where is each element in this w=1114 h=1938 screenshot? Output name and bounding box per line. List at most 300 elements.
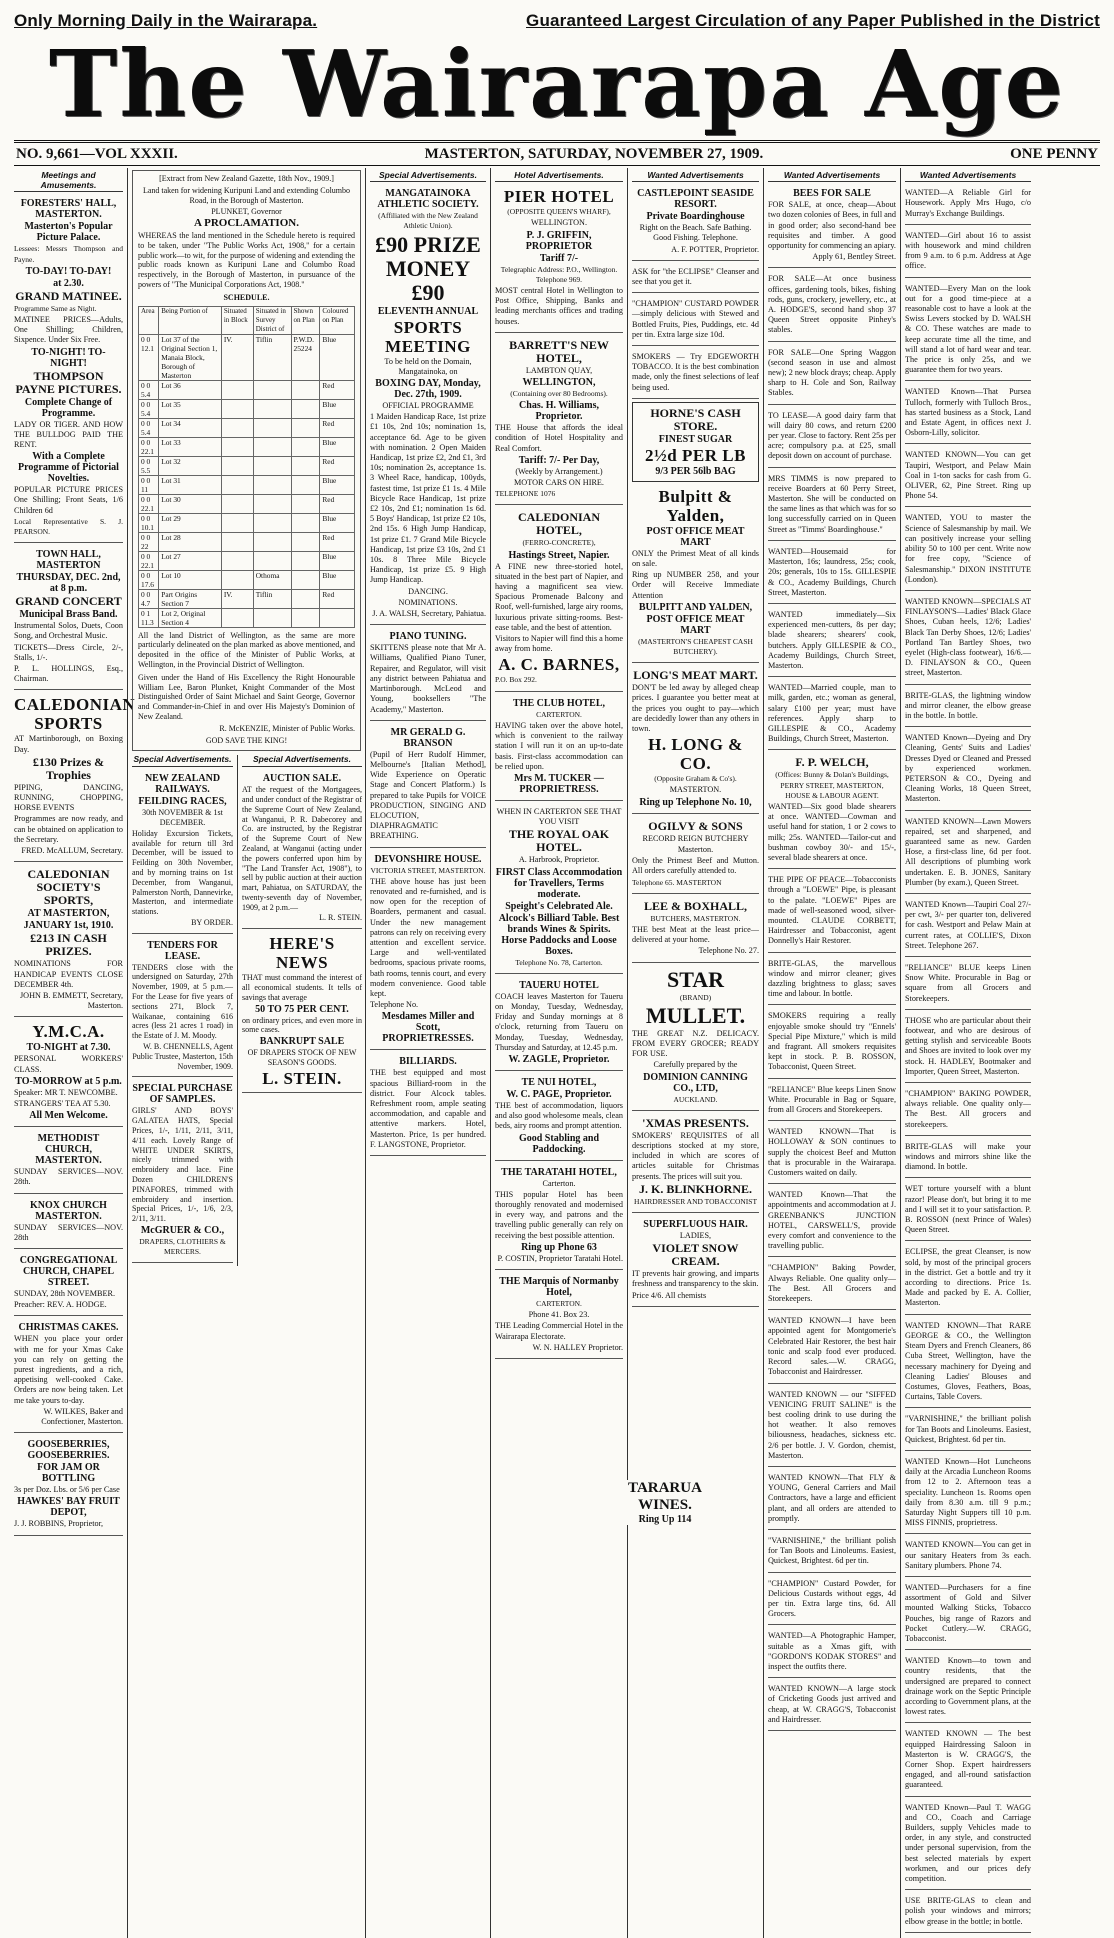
ad-tonight: TO-NIGHT! TO-NIGHT!	[31, 346, 106, 369]
ad-sub: BUTCHERS, MASTERTON.	[650, 913, 741, 923]
ad-title: STAR	[666, 966, 725, 992]
schedule-cell	[320, 608, 355, 627]
ad-reliance-blue-2	[905, 960, 1031, 1010]
issue-number: NO. 9,661—VOL XXXII.	[16, 145, 178, 162]
ad-prize: £90 PRIZE MONEY £90	[375, 231, 481, 305]
ad-ring: Ring up NUMBER 258, and your Order will Receive Immediate Attention	[632, 570, 759, 600]
ad-lawn-mowers	[905, 814, 1031, 894]
ad-sub: (FERRO-CONCRETE),	[522, 538, 596, 548]
ad-date: THURSDAY, DEC. 2nd, at 8 p.m.	[16, 572, 121, 595]
schedule-cell: Lot 36	[159, 380, 222, 399]
ad-motor: MOTOR CARS ON HIRE.	[514, 478, 604, 488]
ad-name: McGRUER & CO.,	[140, 1225, 225, 1237]
ad-girl-16	[905, 228, 1031, 278]
ad-septic	[905, 1653, 1031, 1723]
ad-body: WANTED KNOWN—You can get Taupiri, Westport, and Pelaw Main Coal in 1-ton sacks for cash from G. OLIVER, 62, Pine Street. Ring up Phone 54.	[905, 450, 1031, 501]
column-wanted-1	[628, 168, 764, 1938]
ad-body: (Pupil of Herr Rudolf Himmer, Melbourne's [Italian Method], Wide Experience on Operatic Stage and Concert Platform.) Is prepared to take Pupils for VOICE PRODUCTION, SINGING AND ELOCUTION, DIAPHRAGMATIC BREATHING.	[370, 749, 486, 841]
ad-sign: A. F. POTTER, Proprietor.	[671, 244, 759, 254]
ad-name: HAWKES' BAY FRUIT DEPOT,	[17, 1496, 120, 1519]
ad-castlepoint	[632, 185, 759, 261]
schedule-header: Area	[139, 306, 159, 334]
schedule-cell	[291, 551, 320, 570]
ad-ring: Ring up Phone 63	[521, 1241, 597, 1253]
ad-dyeing	[905, 730, 1031, 810]
schedule-cell: Lot 29	[159, 513, 222, 532]
schedule-cell: Blue	[320, 399, 355, 418]
ad-title: TENDERS FOR LEASE.	[147, 939, 218, 962]
ad-visitors: Visitors to Napier will find this a home away from home.	[495, 634, 623, 654]
ad-title: MANGATAINOKA ATHLETIC SOCIETY.	[377, 188, 479, 211]
ad-pipe-of-peace	[768, 872, 896, 952]
ad-hotel: THE ROYAL OAK HOTEL.	[508, 827, 610, 855]
ad-eclipse-2	[905, 1244, 1031, 1314]
schedule-cell	[253, 437, 291, 456]
schedule-row	[139, 608, 355, 627]
column-head: Wanted Advertisements	[632, 170, 759, 182]
ad-edgeworth	[632, 349, 759, 399]
ad-title: THE Marquis of Normanby Hotel,	[499, 1275, 619, 1298]
ad-sign: J. A. WALSH, Secretary, Pahiatua.	[372, 609, 486, 619]
schedule-cell	[253, 513, 291, 532]
schedule-cell: 0 0 17.6	[139, 570, 159, 589]
column-special-right	[238, 755, 366, 1265]
ad-body: COACH leaves Masterton for Taueru on Monday, Tuesday, Wednesday, Friday and Sunday mornings at 8 o'clock, returning from Taueru on Monday, Tuesday, Wednesday, Thursday and Saturday, at 12.45 p.m.	[495, 991, 623, 1052]
schedule-row	[139, 532, 355, 551]
ad-prog: OFFICIAL PROGRAMME	[382, 401, 474, 411]
ad-body: "CHAMPION" Baking Powder, Always Reliable. One quality only—The Best. All Grocers and Storekeepers.	[768, 1263, 896, 1304]
ad-ring: Ring Up 114	[638, 1514, 692, 1525]
schedule-cell: Lot 35	[159, 399, 222, 418]
ad-title: CHRISTMAS CAKES.	[18, 1322, 119, 1334]
ad-body: THOSE who are particular about their footwear, and who are desirous of getting stylish and serviceable Boots and Shoes are invited to look over my stock. H. HADLEY, Bootmaker and Importer, Queen Street, Masterton.	[905, 1015, 1031, 1076]
ad-complete: With a Complete Programme of Pictorial Novelties.	[18, 451, 119, 485]
schedule-cell	[291, 437, 320, 456]
ad-body: WANTED—Girl about 16 to assist with housework and mind children from 9 a.m. to 6 p.m. Address at Age office.	[905, 230, 1031, 271]
ad-body: ECLIPSE, the great Cleanser, is now sold, by most of the principal grocers in the district. Get a bottle and try it according to directions. Price 1s. Made and packed by E. A. Collier, Masterton.	[905, 1247, 1031, 1308]
ad-held: To be held on the Domain, Mangatainoka, on	[384, 356, 472, 376]
ad-title: THE CLUB HOTEL,	[513, 697, 605, 709]
ad-brand: (BRAND)	[679, 992, 712, 1002]
top-banner-strip	[14, 10, 1100, 32]
ad-foresters-hall	[14, 195, 123, 543]
ad-body: WANTED—Purchasers for a fine assortment of Gold and Silver mounted Walking Sticks, Tobacco Pouches, big range of Razors and Pocket Cutlery.—W. CRAGG, Tobacconist.	[905, 1582, 1031, 1643]
schedule-cell	[253, 475, 291, 494]
ad-body: WANTED KNOWN — our "SIFFED VENICING FRUIT SALINE" is the best cooling drink to use during the hot weather. It also removes biliousness, headaches, sickness etc. 2/6 per bottle. J. V. Gordon, chemist, Masterton.	[768, 1389, 896, 1460]
ad-street: LAMBTON QUAY,	[525, 365, 593, 375]
ad-sec: FRED. McALLUM, Secretary.	[21, 846, 123, 856]
ad-city: CARTERTON.	[536, 1298, 582, 1308]
ad-title: CASTLEPOINT SEASIDE RESORT.	[637, 188, 754, 211]
ad-body: WANTED KNOWN—SPECIALS AT FINLAYSON'S—Ladies' Black Glace Shoes, Cuban heels, 12/6; Ladies' Black Tan Derby Shoes, 12/6; Ladies' Portland Tan Bartley Shoes, two eyelet (High-class footwear), 16/6.—D. FINLAYSON & CO., Queen street, Masterton.	[905, 596, 1031, 678]
ad-title: DEVONSHIRE HOUSE.	[374, 853, 482, 865]
ad-tel: Telegraphic Address: P.O., Wellington. Telephone 969.	[500, 264, 618, 284]
schedule-cell: 0 0 10.1	[139, 513, 159, 532]
ad-time: at 2.30.	[53, 277, 84, 289]
ad-piano-tuning	[370, 628, 486, 720]
ad-sign: L. STEIN.	[262, 1068, 342, 1088]
left-banner: Only Morning Daily in the Wairarapa.	[14, 11, 318, 30]
ad-date: JANUARY 1st, 1910.	[23, 920, 114, 932]
schedule-cell: 0 0 5.4	[139, 399, 159, 418]
column-meetings	[10, 168, 136, 1938]
schedule-cell	[221, 608, 253, 627]
ad-brite-glas-4	[905, 1893, 1031, 1933]
ad-body: BRITE-GLAS will make your windows and mirrors shine like the diamond. In bottle.	[905, 1141, 1031, 1172]
schedule-cell: Red	[320, 494, 355, 513]
ad-title: KNOX CHURCH MASTERTON.	[30, 1199, 107, 1222]
ad-body: ASK for "the ECLIPSE" Cleanser and see that you get it.	[632, 266, 759, 287]
ad-note: (MASTERTON'S CHEAPEST CASH BUTCHERY).	[638, 636, 753, 657]
schedule-cell	[221, 399, 253, 418]
schedule-cell: 0 0 4.7	[139, 589, 159, 608]
schedule-cell: Lot 33	[159, 437, 222, 456]
ad-body: WANTED—Married couple, man to milk, garden, etc.; woman as general, salary £100 per year; must have references. Apply sharp to GILLESPIE & CO., Academy Buildings, Church Street, Masterton.	[768, 683, 896, 744]
ad-lessees: Lessees: Messrs Thompson and Payne.	[14, 244, 123, 264]
ad-body: WANTED KNOWN—You can get in our sanitary Heaters from 3s each. Sanitary plumbers. Phone 74.	[905, 1540, 1031, 1570]
ad-tel: Telephone No. 78, Carterton.	[515, 957, 603, 967]
schedule-row	[139, 589, 355, 608]
schedule-cell	[291, 475, 320, 494]
ad-royal-oak	[495, 804, 623, 974]
ad-detail: Instrumental Solos, Duets, Coon Song, and Orchestral Music.	[14, 621, 123, 641]
ad-prop: A. Harbrook, Proprietor.	[518, 855, 600, 865]
ad-title: 'XMAS PRESENTS.	[642, 1115, 749, 1130]
ad-title: LEE & BOXHALL,	[643, 898, 748, 913]
ad-tel: Telephone 65. MASTERTON	[632, 877, 722, 887]
schedule-cell: Lot 28	[159, 532, 222, 551]
ad-swiss-levers	[905, 281, 1031, 382]
schedule-cell: Red	[320, 380, 355, 399]
ad-prop: P. COSTIN, Proprietor Taratahi Hotel.	[497, 1253, 623, 1263]
ad-body: WANTED KNOWN—That FLY & YOUNG, General Carriers and Mail Contractors, have a large and efficient plant, and all orders are attended to promptly.	[768, 1472, 896, 1523]
schedule-cell: Othoma	[253, 570, 291, 589]
ad-body: 1 Maiden Handicap Race, 1st prize £1 10s, 2nd 10s; nomination 1s, acceptance 6d. Age to be given with nomination. 2 Open Maiden Handicap, 1st prize £2, 2nd £1, 3rd 10s; nomination 2s, acceptance 1s. 3 Wheel Race, handicap, 100yds, fastest time, 1st prize £1 1s. 4 Mile Bicycle Race Handicap, 1st prize £2 10s, 2nd £1; nomination 1s 6d. 5 Boys' Handicap, 1st prize £2 10s, 2nd 15s. 6 High Jump Handicap, 1st prize £1. 7 Grand Mile Bicycle Handicap, 1st prize £3 10s, 2nd £1 10s. 8 Three Mile Bicycle Handicap, 1st prize £5. 9 High Jump Handicap.	[370, 412, 486, 585]
ad-body: FOR SALE—At once business offices, gardening tools, bikes, fishing rods, guns, crockery, jewellery, etc., at A. HODGE'S, second hand shop 37 Queen Street opposite Pinhey's stables.	[768, 274, 896, 335]
column-head: Special Advertisements.	[242, 755, 362, 767]
proclamation-god-save: GOD SAVE THE KING!	[205, 735, 288, 745]
ad-sign: L. R. STEIN.	[319, 913, 362, 923]
schedule-cell	[221, 570, 253, 589]
ad-rep: Local Representative S. J. PEARSON.	[14, 516, 123, 537]
ad-date: BOXING DAY, Monday, Dec. 27th, 1909.	[375, 378, 481, 401]
ad-ladies: LADIES,	[679, 1230, 712, 1240]
schedule-cell: 0 0 22	[139, 532, 159, 551]
ad-hadley	[905, 1013, 1031, 1083]
schedule-row	[139, 494, 355, 513]
ad-title: TARARUA WINES.	[628, 1480, 702, 1513]
ad-title: Y.M.C.A.	[32, 1022, 105, 1042]
ad-title: TE NUI HOTEL,	[521, 1076, 597, 1088]
ad-coach-builders	[905, 1800, 1031, 1891]
ad-caledonian-society	[14, 865, 123, 1017]
ad-speaker: Speaker: MR T. NEWCOMBE.	[14, 1087, 118, 1097]
ad-body: "CHAMPION" CUSTARD POWDER—simply delicious with Stewed and Bottled Fruits, Pies, Puddings, etc. 4d per tin. Extra large size 10d.	[632, 299, 759, 339]
ad-caledonian-hotel	[495, 508, 623, 691]
ad-meeting: SPORTS MEETING	[385, 317, 471, 356]
schedule-cell: Tiflin	[253, 589, 291, 608]
schedule-cell: 0 0 22.1	[139, 551, 159, 570]
proclamation-given: Given under the Hand of His Excellency the Right Honourable William Lee, Baron Plunket, Knight Commander of the Most Distinguished Order of Saint Michael and Saint George, Governor and Commander-in-Chief in and over His Majesty's Dominion of New Zealand.	[138, 672, 355, 721]
schedule-row	[139, 570, 355, 589]
ad-change: Complete Change of Programme.	[24, 396, 113, 419]
schedule-cell: 0 0 5.4	[139, 418, 159, 437]
schedule-cell: Part Origins Section 7	[159, 589, 222, 608]
ad-body: Right on the Beach. Safe Bathing. Good Fishing. Telephone.	[639, 223, 752, 243]
ad-sub: (Offices: Bunny & Dolan's Buildings, PERRY STREET, MASTERTON, HOUSE & LABOUR AGENT.	[775, 770, 889, 800]
ad-taratahi	[495, 1164, 623, 1270]
ad-tel: TELEPHONE 1076	[495, 489, 556, 499]
column-special-ads	[366, 168, 491, 1938]
ad-name: H. LONG & CO.	[648, 735, 743, 774]
column-head: Special Advertisements.	[370, 170, 486, 182]
schedule-header: Shown on Plan	[291, 306, 320, 334]
ad-prop: P. J. GRIFFIN, PROPRIETOR	[525, 229, 593, 252]
ad-sub: Private Boardinghouse	[646, 211, 745, 223]
ad-hornes-cash-store	[632, 402, 759, 482]
schedule-cell	[221, 475, 253, 494]
schedule-cell: 0 0 5.4	[139, 380, 159, 399]
ad-prop: W. C. PAGE, Proprietor.	[506, 1088, 612, 1100]
proclamation-title: A PROCLAMATION.	[194, 217, 299, 230]
schedule-cell: IV.	[221, 334, 253, 380]
ad-body: "VARNISHINE," the brilliant polish for Tan Boots and Linoleums. Easiest, Quickest, Brightest. 6d per tin.	[905, 1414, 1031, 1444]
ad-xmas-presents	[632, 1114, 759, 1213]
ad-body: THE GREAT N.Z. DELICACY. FROM EVERY GROCER; READY FOR USE.	[632, 1028, 759, 1059]
ad-to-lease	[768, 408, 896, 468]
ad-dancing: DANCING.	[408, 586, 448, 596]
ad-prop: W. N. HALLEY Proprietor.	[532, 1342, 623, 1352]
ad-body: THE best of accommodation, liquors and also good wholesome meals, clean beds, airy rooms and prompt attention.	[495, 1100, 623, 1131]
ad-heaters	[905, 1537, 1031, 1577]
ad-sign: Mrs M. TUCKER — PROPRIETRESS.	[514, 772, 604, 795]
proclamation-extract: [Extract from New Zealand Gazette, 18th Nov., 1909.]	[159, 174, 334, 183]
schedule-cell	[253, 608, 291, 627]
ad-title: NEW ZEALAND RAILWAYS.	[144, 773, 221, 796]
ad-sub: POST OFFICE MEAT MART	[646, 525, 745, 548]
schedule-cell	[291, 589, 320, 608]
schedule-header: Coloured on Plan	[320, 306, 355, 334]
ad-blunt-razor	[905, 1181, 1031, 1241]
ad-smokers-rosson	[768, 1008, 896, 1078]
ad-tararua-wines	[600, 1480, 730, 1525]
ad-title: BEES FOR SALE	[793, 188, 871, 200]
schedule-cell: Blue	[320, 475, 355, 494]
ad-city: WELLINGTON.	[530, 218, 587, 228]
schedule-cell	[291, 380, 320, 399]
ad-brite-glas-2	[905, 688, 1031, 728]
ad-tariff: Tariff 7/-	[539, 252, 579, 264]
ad-annual: ELEVENTH ANNUAL	[377, 305, 479, 317]
ad-street: VICTORIA STREET, MASTERTON.	[370, 865, 486, 875]
ad-title: MR GERALD G. BRANSON	[390, 726, 466, 749]
ad-brite-glas	[768, 956, 896, 1006]
ad-films: LADY OR TIGER. AND HOW THE BULLDOG PAID THE RENT.	[14, 419, 123, 450]
schedule-cell	[291, 532, 320, 551]
ad-title: CONGREGATIONAL CHURCH, CHAPEL STREET.	[19, 1254, 118, 1288]
ad-mrs-timms	[768, 471, 896, 541]
ad-sub: RECORD REIGN BUTCHERY	[642, 833, 749, 843]
ad-body: WANTED Known—to town and country residents, that the undersigned are prepared to connect drainage work on the Septic Principle according to Government plans, at the lowest rates.	[905, 1656, 1031, 1717]
price: ONE PENNY	[1010, 145, 1098, 162]
ad-date: SUNDAY, 28th NOVEMBER.	[14, 1288, 115, 1298]
ad-gooseberries	[14, 1436, 123, 1535]
schedule-cell: Blue	[320, 570, 355, 589]
schedule-cell	[291, 494, 320, 513]
ad-body: BRITE-GLAS, the marvellous window and mirror cleaner; gives dazzling brightness to glass; saves time and labour. In bottle.	[768, 958, 896, 999]
ad-title: CALEDONIAN SPORTS	[14, 695, 136, 734]
ad-today: TO-DAY! TO-DAY!	[25, 265, 112, 277]
ad-ring: Ring up Telephone No. 10,	[639, 796, 752, 808]
place-date: MASTERTON, SATURDAY, NOVEMBER 27, 1909.	[424, 145, 764, 162]
ad-class: PERSONAL WORKERS' CLASS.	[14, 1054, 123, 1074]
ad-packed: Carefully prepared by the	[653, 1060, 738, 1070]
ad-body: WANTED KNOWN—That RARE GEORGE & CO., the Wellington Steam Dyers and French Cleaners, 86 Cuba Street, Wellington, have the necessary machinery for Dyeing and Cleaning Ladies' Blouses and Costumes, Gloves, Feathers, Boas, Curtains, Table Covers.	[905, 1320, 1031, 1402]
schedule-row	[139, 334, 355, 380]
ad-for-sale-hodge	[768, 271, 896, 341]
ad-sub: DRAPERS, CLOTHIERS & MERCERS.	[139, 1237, 226, 1256]
ad-champion-custard	[632, 296, 759, 346]
ad-sec: JOHN B. EMMETT, Secretary, Masterton.	[19, 990, 123, 1011]
ad-body: TENDERS close with the undersigned on Saturday, 27th November, 1909, at 5 p.m.— For the Lease for five years of sections 271, Block 7, Waikanae, containing 616 acres (less 21 acres 1 road) in the Estate of J. M. Moody.	[132, 962, 233, 1041]
ad-title: CALEDONIAN HOTEL,	[517, 510, 600, 538]
ad-body: "RELIANCE" BLUE keeps Linen Snow White. Procurable in Bag or square from all Grocers and Storekeepers.	[905, 963, 1031, 1003]
ad-body: USE BRITE-GLAS to clean and polish your windows and mirrors; elbow grease in the bottle; in bottle.	[905, 1896, 1031, 1926]
ad-coal-oliver	[905, 447, 1031, 507]
ad-body: WHEN you place your order with me for your Xmas Cake you can rely on getting the purest ingredients, and a rich, appetising well-cooked Cake. Orders are now being taken. Let me take yours to-day.	[14, 1334, 123, 1405]
ad-body: WANTED, YOU to master the Science of Salesmanship by mail. We can positively increase your selling ability 50 to 100 per cent. Write now for free copy, "Science of Salesmanship." DIXON INSTITUTE (London).	[905, 513, 1031, 584]
ad-prop: Chas. H. Williams, Proprietor.	[519, 400, 599, 423]
ad-sign: BY ORDER.	[191, 917, 233, 927]
schedule-cell	[291, 608, 320, 627]
ad-special-purchase	[132, 1080, 233, 1262]
ad-bag: 9/3 PER 56lb BAG	[655, 465, 736, 477]
schedule-cell: Lot 10	[159, 570, 222, 589]
column-wanted-2	[764, 168, 901, 1938]
schedule-cell	[253, 418, 291, 437]
ad-note: (Containing over 80 Bedrooms).	[510, 389, 608, 399]
ad-sub: FOR JAM OR BOTTLING	[37, 1462, 100, 1485]
ad-body: THE Leading Commercial Hotel in the Wairarapa Electorate.	[495, 1321, 624, 1341]
ad-city: MASTERTON.	[669, 785, 722, 795]
ad-body: WANTED KNOWN—I have been appointed agent for Montgomerie's Celebrated Hair Restorer, the best hair tonic and scalp food ever produced. Record sales.—W. CRAGG, Tobacconist and Hairdresser.	[768, 1316, 896, 1377]
ad-methodist	[14, 1130, 123, 1193]
ad-sale: BANKRUPT SALE	[259, 1036, 345, 1048]
ad-nom: NOMINATIONS.	[398, 597, 458, 607]
schedule-cell: Blue	[320, 437, 355, 456]
ad-branson	[370, 724, 486, 848]
ad-spring-waggon	[768, 345, 896, 405]
ad-mangatainoka	[370, 185, 486, 625]
ad-tenders	[132, 937, 233, 1078]
ad-hair-restorer	[768, 1313, 896, 1383]
ad-violet: VIOLET SNOW CREAM.	[652, 1241, 739, 1269]
ad-body: THE above house has just been renovated and re-furnished, and is now open for the reception of Boarders, permanent and casual. Under the new management patrons can rely on receiving every attention and excellent service. Large and well-ventilated bedrooms, spacious private rooms, bath rooms, tennis court, and every modern convenience. Good table kept.	[370, 876, 486, 998]
ad-prices: MATINEE PRICES—Adults, One Shilling; Children, Sixpence. Under Six Free.	[14, 315, 123, 345]
ad-welch	[768, 753, 896, 869]
schedule-cell: 0 0 5.5	[139, 456, 159, 475]
schedule-row	[139, 551, 355, 570]
ad-body: BRITE-GLAS, the lightning window and mirror cleaner, the elbow grease in the bottle. In bottle.	[905, 690, 1031, 720]
ad-body: WANTED KNOWN—A large stock of Cricketing Goods just arrived and cheap, at W. CRAGG'S, Tobacconist and Hairdresser.	[768, 1684, 896, 1724]
ad-preacher: Preacher: REV. A. HODGE.	[14, 1300, 107, 1310]
ad-by: Municipal Brass Band.	[19, 609, 118, 621]
ad-body: MOST central Hotel in Wellington to Post Office, Shipping, Banks and leading merchants offices and trading houses.	[495, 286, 623, 326]
schedule-row	[139, 418, 355, 437]
ad-fly-young	[768, 1470, 896, 1530]
ad-body: WANTED Known—Paul T. WAGG and CO., Coach and Carriage Builders, supply Vehicles made to order, in any style, and constructed under personal supervision, from the best selected materials by expert workmen, and our prices defy competition.	[905, 1802, 1031, 1884]
ad-body: WANTED KNOWN—That is HOLLOWAY & SON continues to supply the choicest Beef and Mutton that is procurable in the Wairarapa. Customers waited on daily.	[768, 1127, 896, 1178]
ad-sign: Mesdames Miller and Scott, PROPRIETRESSES.	[381, 1011, 475, 1045]
ad-nom: NOMINATIONS FOR HANDICAP EVENTS CLOSE DECEMBER 4th.	[14, 959, 123, 989]
ad-body: WANTED Known—Hot Luncheons daily at the Arcadia Luncheon Rooms from 12 to 2. Afternoon teas a speciality. Luncheon 1s. Rooms open daily from 8.30 a.m. till 9 p.m.; Saturday Night Suppers till 10 p.m. MISS FINNIS, proprietress.	[905, 1456, 1031, 1528]
ad-city: Carterton.	[542, 1178, 576, 1188]
ad-knox	[14, 1197, 123, 1249]
ad-chair: P. L. HOLLINGS, Esq., Chairman.	[14, 664, 123, 684]
ad-club-hotel	[495, 695, 623, 801]
schedule-cell: 0 0 11	[139, 475, 159, 494]
schedule-row	[139, 380, 355, 399]
ad-title: OGILVY & SONS	[648, 818, 743, 833]
ad-title: HERE'S NEWS	[269, 934, 335, 973]
schedule-cell: 0 0 12.1	[139, 334, 159, 380]
ad-date: 30th NOVEMBER & 1st DECEMBER.	[142, 808, 223, 827]
ad-subtitle: Masterton's Popular Picture Palace.	[24, 221, 113, 244]
schedule-cell	[221, 456, 253, 475]
ad-body: SMOKERS — Try EDGEWORTH TOBACCO. It is the best combination made, only the finest selections of leaf being used.	[632, 352, 759, 392]
ad-prop: J. J. ROBBINS, Proprietor,	[14, 1519, 104, 1529]
ad-title: SPECIAL PURCHASE OF SAMPLES.	[132, 1083, 233, 1106]
ad-tomorrow: TO-MORROW at 5 p.m.	[15, 1075, 122, 1087]
ad-price: Price 4/6. All chemists	[632, 1290, 707, 1300]
schedule-cell	[253, 532, 291, 551]
ad-city: WELLINGTON,	[522, 377, 596, 389]
ad-body: A FINE new three-storied hotel, situated in the best part of Napier, and having a magnificent sea view. Spacious Promenade Balcony and Roof, well-furnished, large airy rooms, luxurious private sitting-rooms. Best-ease table, and the best of attention.	[495, 561, 623, 632]
schedule-cell: Lot 37 of the Original Section 1, Manaia Block, Borough of Masterton	[159, 334, 222, 380]
ad-brite-glas-3	[905, 1139, 1031, 1179]
schedule-cell	[253, 380, 291, 399]
ad-body: WANTED KNOWN — The best equipped Hairdressing Saloon in Masterton is W. CRAGG'S, the Corner Shop. Expert hairdressers engaged, and all-round satisfaction guaranteed.	[905, 1729, 1031, 1790]
ad-star-mullet	[632, 966, 759, 1111]
schedule-cell	[221, 494, 253, 513]
ad-title: BILLIARDS.	[399, 1056, 457, 1068]
ad-sub: HAIRDRESSER AND TOBACCONIST	[633, 1196, 758, 1206]
schedule-cell	[291, 418, 320, 437]
ad-sign: W. WILKES, Baker and Confectioner, Masterton.	[41, 1406, 123, 1426]
ad-title: WHEN IN CARTERTON SEE THAT YOU VISIT	[496, 806, 622, 827]
schedule-cell	[221, 437, 253, 456]
proclamation-body: WHEREAS the land mentioned in the Schedule hereto is required to be taken, under "The Public Works Act, 1908," for a certain public work—to wit, for the purpose of widening and extending the public roads known as Kuripuni Lane and Columbo Road respectively, in the Borough of Masterton, in pursuance of the powers of "The Municipal Corporations Act, 1908."	[138, 230, 355, 289]
ad-body: Only the Primest Beef and Mutton. All orders carefully attended to.	[632, 856, 759, 876]
special-ads-split	[128, 755, 365, 1265]
ad-body: THAT must command the interest of all economical students. It tells of savings that average	[242, 973, 362, 1002]
column-proclamation-group	[128, 168, 366, 1938]
ad-title: BARRETT'S NEW HOTEL,	[509, 337, 609, 365]
ad-name: MULLET.	[645, 1002, 746, 1028]
schedule-cell	[253, 399, 291, 418]
ad-tel: Telephone No.	[370, 1000, 419, 1010]
schedule-title: SCHEDULE.	[223, 292, 270, 302]
schedule-cell	[291, 456, 320, 475]
ad-sub: FEILDING RACES,	[138, 796, 227, 808]
ad-body: SKITTENS please note that Mr A. Williams, Qualified Piano Tuner, Repairer, and Regulator, will visit any district between Pahiatua and Martinborough. McLeod and Young, booksellers "The Academy," Masterton.	[370, 643, 486, 714]
ad-prop: W. ZAGLE, Proprietor.	[508, 1053, 610, 1065]
schedule-cell: 0 1 11.3	[139, 608, 159, 627]
schedule-row	[139, 456, 355, 475]
column-head: Special Advertisements.	[132, 755, 233, 767]
ad-sign2: POST OFFICE MEAT MART	[646, 613, 745, 636]
ad-title: LONG'S MEAT MART.	[633, 668, 758, 683]
